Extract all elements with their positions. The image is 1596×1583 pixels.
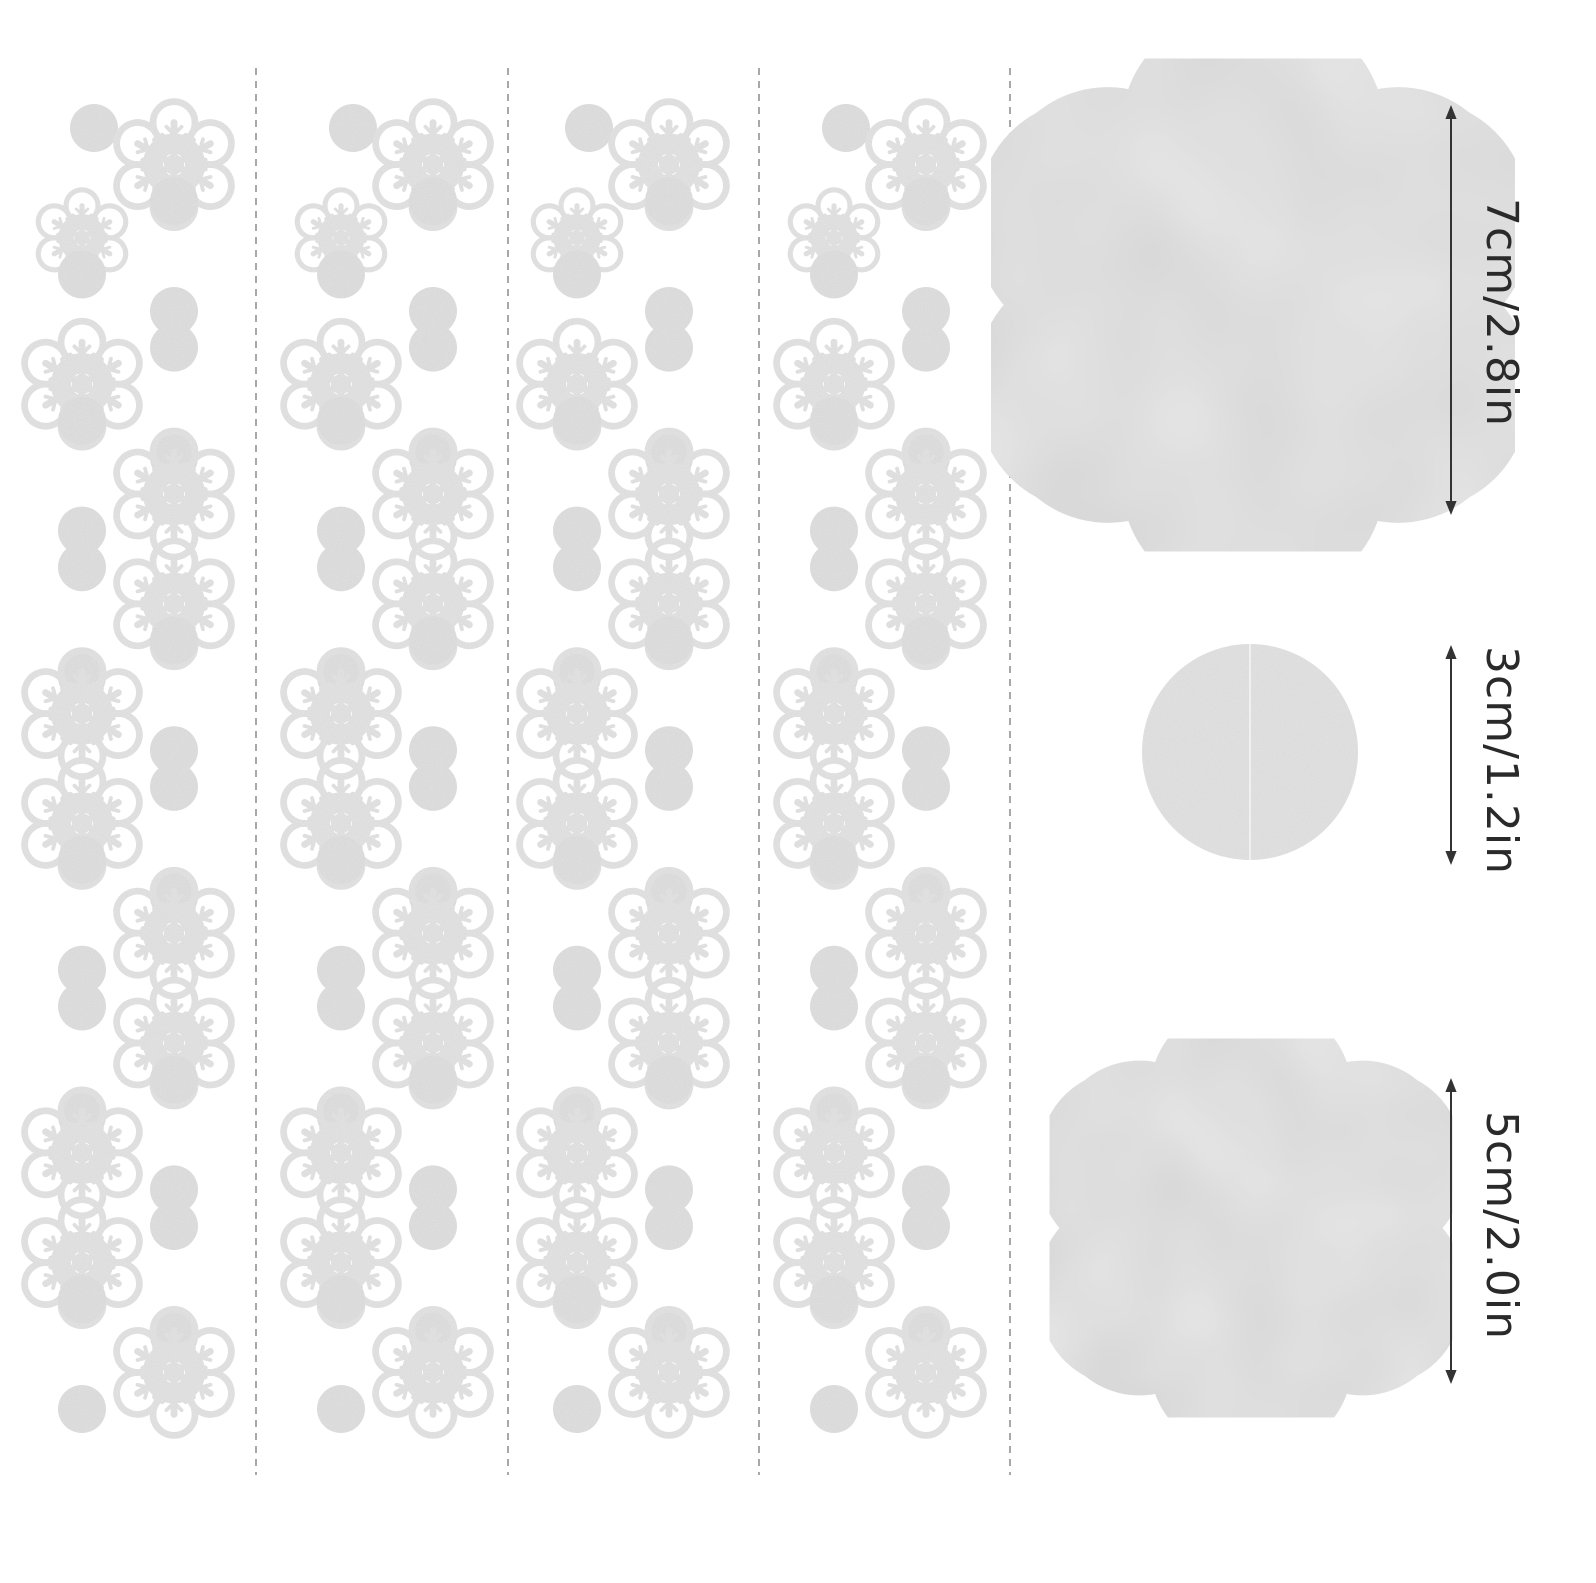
garland-dot-icon [317,982,365,1030]
garland-dot-icon [902,763,950,811]
garland-snowflake-icon [624,449,714,540]
garland-snowflake-icon [129,1327,219,1418]
garland-snowflake-icon [388,888,478,979]
garland-dot-icon [58,982,106,1030]
garland-dot-icon [409,616,457,664]
garland-dot-icon [58,1275,106,1323]
garland-dot-icon [553,1275,601,1323]
garland-dot-icon [553,250,601,298]
garland-dot-icon [810,1275,858,1323]
garland-dot-icon [810,982,858,1030]
garland-dot-icon [553,543,601,591]
garland-dot-icon [810,250,858,298]
garland-snowflake-icon [881,1327,971,1418]
garland-dot-icon [553,836,601,884]
garland-dot-icon [565,104,613,152]
garland-dot-icon [409,324,457,372]
garland-dot-icon [553,982,601,1030]
garland-dot-icon [645,1202,693,1250]
garland-dot-icon [553,1385,601,1433]
garland-strands [37,104,971,1433]
garland-dot-icon [810,543,858,591]
garland-snowflake-icon [532,1107,622,1198]
garland-dot-icon [645,763,693,811]
garland-dot-icon [553,397,601,445]
garland-snowflake-icon [881,449,971,540]
garland-snowflake-icon [624,1327,714,1418]
garland-dot-icon [902,1056,950,1104]
garland-snowflake-icon [789,1107,879,1198]
garland-dot-icon [409,177,457,225]
garland-dot-icon [902,177,950,225]
garland-dot-icon [645,177,693,225]
garland-strand-4 [789,104,971,1433]
garland-snowflake-icon [37,668,127,759]
garland-dot-icon [329,104,377,152]
garland-dot-icon [409,763,457,811]
garland-dot-icon [150,324,198,372]
garland-dot-icon [409,1056,457,1104]
size-label-large: 7cm/2.8in [1475,197,1527,427]
garland-snowflake-icon [296,1107,386,1198]
size-label-small: 5cm/2.0in [1475,1110,1527,1340]
garland-dot-icon [810,1385,858,1433]
garland-dot-icon [150,763,198,811]
garland-dot-icon [902,616,950,664]
garland-dot-icon [317,1275,365,1323]
garland-dot-icon [58,397,106,445]
garland-snowflake-icon [129,888,219,979]
garland-snowflake-icon [532,668,622,759]
garland-snowflake-icon [388,1327,478,1418]
garland-dot-icon [58,250,106,298]
garland-snowflake-icon [881,888,971,979]
garland-dot-icon [150,177,198,225]
garland-dot-icon [902,1202,950,1250]
garland-dot-icon [645,324,693,372]
garland-dot-icon [902,324,950,372]
garland-dot-icon [317,250,365,298]
garland-snowflake-icon [37,1107,127,1198]
garland-strand-3 [532,104,714,1433]
garland-dot-icon [58,836,106,884]
snowflake-large-icon [1035,100,1471,510]
garland-strand-1 [37,104,219,1433]
garland-dot-icon [810,397,858,445]
garland-dot-icon [317,1385,365,1433]
glitter-circle-icon [1142,644,1358,860]
garland-dot-icon [317,397,365,445]
garland-strand-2 [296,104,478,1433]
garland-dot-icon [150,1056,198,1104]
garland-dot-icon [58,1385,106,1433]
garland-dot-icon [409,1202,457,1250]
garland-dot-icon [317,836,365,884]
garland-dot-icon [150,1202,198,1250]
garland-dot-icon [645,616,693,664]
garland-dot-icon [58,543,106,591]
garland-snowflake-icon [789,668,879,759]
garland-snowflake-icon [296,668,386,759]
garland-snowflake-icon [388,449,478,540]
garland-dot-icon [317,543,365,591]
garland-dot-icon [150,616,198,664]
garland-dot-icon [70,104,118,152]
garland-snowflake-icon [624,888,714,979]
garland-dot-icon [810,836,858,884]
snowflake-small-icon [1083,1070,1418,1385]
garland-dot-icon [822,104,870,152]
garland-dot-icon [645,1056,693,1104]
size-label-circle: 3cm/1.2in [1475,645,1527,875]
garland-snowflake-icon [129,449,219,540]
